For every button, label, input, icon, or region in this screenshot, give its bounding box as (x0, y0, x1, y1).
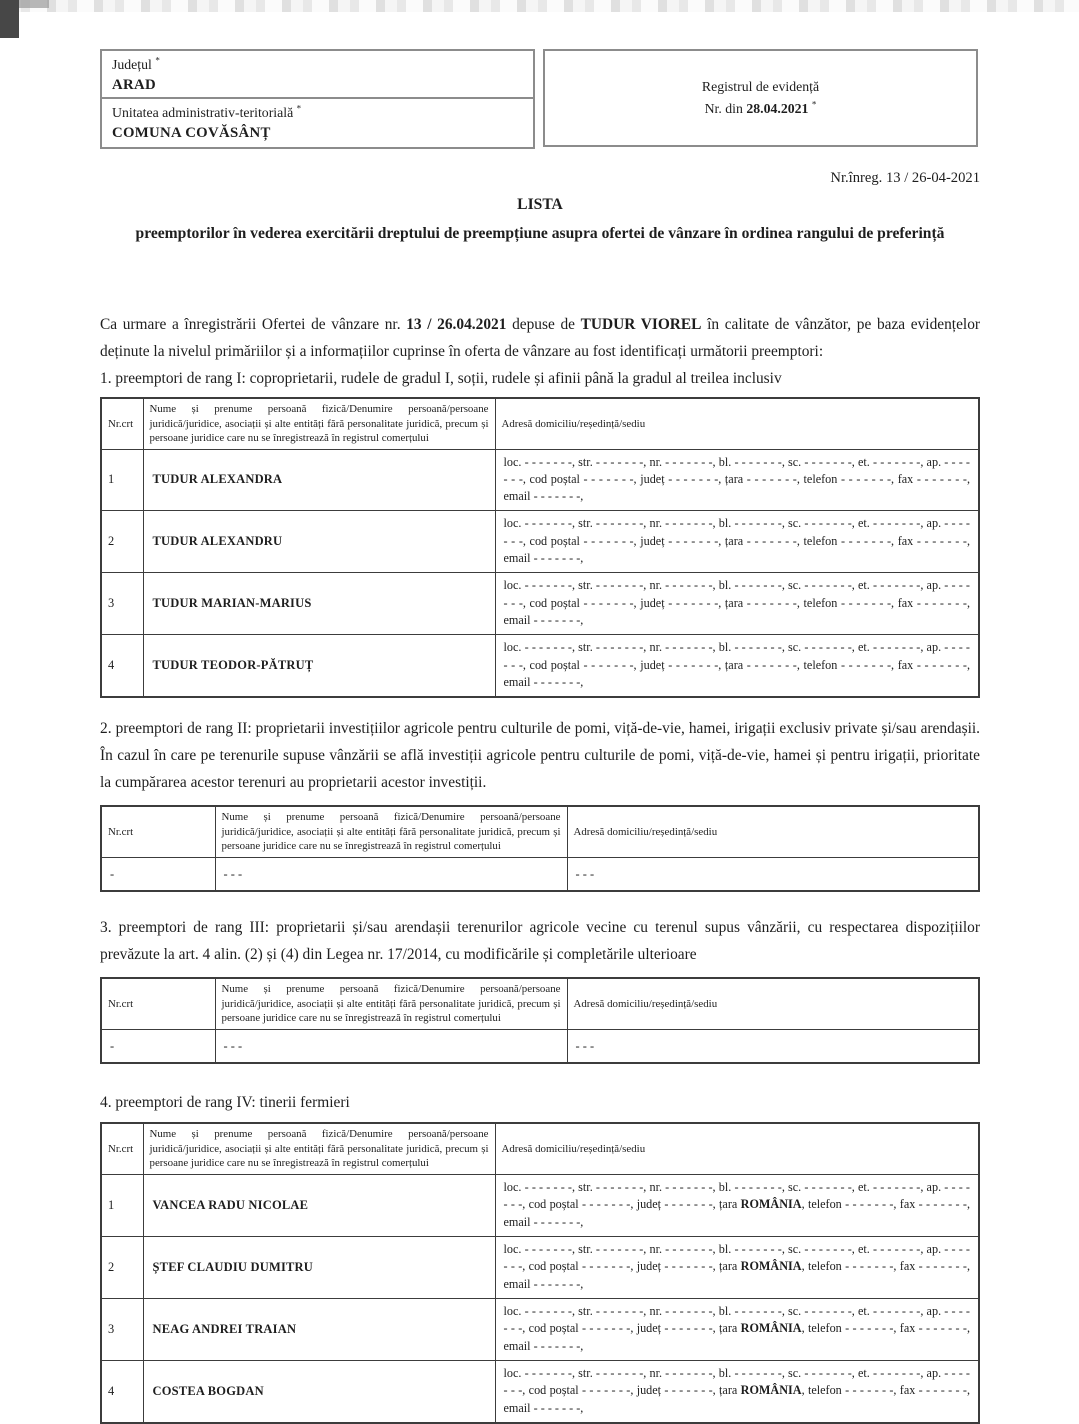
nr-cell: - (101, 1029, 215, 1063)
address-country: ROMÂNIA (740, 1197, 802, 1212)
scan-smudge (0, 0, 19, 38)
uat-label (112, 103, 523, 123)
address-cell (495, 449, 979, 511)
name-cell: TUDUR MARIAN-MARIUS (143, 573, 495, 635)
uat-cell (102, 99, 533, 147)
nr-cell: - (101, 857, 215, 891)
table-row (101, 1236, 979, 1298)
header-address: Adresă domiciliu/reședință/sediu (495, 398, 979, 449)
address-country: - - - - - - - (746, 471, 797, 486)
name-cell: - - - (215, 1029, 567, 1063)
table-header-row (101, 398, 979, 449)
county-label (112, 55, 523, 75)
nr-cell: 3 (101, 1298, 143, 1360)
address-cell (495, 1298, 979, 1360)
intro-text: Ca urmare a înregistrării Ofertei de vânzare nr. (100, 316, 407, 333)
table-row (101, 1298, 979, 1360)
registry-title: Registrul de evidență (701, 78, 820, 94)
registry-number-line (545, 98, 976, 120)
rang1-heading: 1. preemptori de rang I: coproprietarii, rudele de gradul I, soții, rudele și afinii până la gradul al treilea inclusiv (100, 370, 782, 387)
authority-box (100, 49, 535, 149)
header-address: Adresă domiciliu/reședință/sediu (495, 1123, 979, 1174)
table-header-row (101, 1123, 979, 1174)
header-name: Nume și prenume persoană fizică/Denumire persoană/persoane juridică/juridice, asociații și alte entități fără personalitate juridică, precum și persoane juridice care nu se înregistrează în registrul comerțului (215, 806, 567, 857)
table-row (101, 1174, 979, 1236)
name-cell: TUDUR ALEXANDRA (143, 449, 495, 511)
address-text: loc. - - - - - - -, str. - - - - - - -, nr. - - - - - - -, bl. - - - - - - -, sc. - - - - - - -, et. - - - - - - -, ap. - - - - - - -, cod poștal - - - - - - -, județ - - - - - - -, țara (503, 516, 970, 548)
address-country: ROMÂNIA (740, 1383, 802, 1398)
address-text: , telefon - - - - - - -, fax - - - - - - -, email - - - - - - -, (503, 1383, 971, 1415)
scan-smudge (19, 0, 49, 8)
address-text: loc. - - - - - - -, str. - - - - - - -, nr. - - - - - - -, bl. - - - - - - -, sc. - - - - - - -, et. - - - - - - -, ap. - - - - - - -, cod poștal - - - - - - -, județ - - - - - - -, țara (503, 578, 970, 610)
rang3-table (100, 977, 980, 1064)
address-text: , telefon - - - - - - -, fax - - - - - - -, email - - - - - - -, (503, 471, 970, 504)
address-text: loc. - - - - - - -, str. - - - - - - -, nr. - - - - - - -, bl. - - - - - - -, sc. - - - - - - -, et. - - - - - - -, ap. - - - - - - -, cod poștal - - - - - - -, județ - - - - - - -, țara (503, 640, 970, 672)
document-header (100, 0, 980, 149)
document-title: LISTA (517, 196, 563, 213)
address-country: - - - - - - - (746, 595, 797, 610)
uat-star: * (296, 103, 302, 114)
registry-date: 28.04.2021 (746, 101, 809, 116)
name-cell: - - - (215, 857, 567, 891)
intro-paragraph (100, 311, 980, 365)
seller-name: TUDUR VIOREL (580, 316, 702, 333)
rang2-heading: 2. preemptori de rang II: proprietarii investițiilor agricole pentru culturile de pomi, viță-de-vie, hamei, irigații exclusiv private și/sau arendașii. În cazul în care pe terenurile supuse vânzării se află investiții agricole pentru culturile de pomi, viță-de-vie, hamei și pentru irigații, prioritate la cumpărarea acestor terenuri au proprietarii acestor investiții. (100, 720, 980, 792)
offer-number: 13 / 26.04.2021 (406, 316, 507, 333)
address-text: , telefon - - - - - - -, fax - - - - - - -, email - - - - - - -, (503, 533, 970, 566)
document-subtitle: preemptorilor în vederea exercitării dreptului de preempțiune asupra ofertei de vânzare în ordinea rangului de preferință (135, 225, 945, 242)
name-cell: ȘTEF CLAUDIU DUMITRU (143, 1236, 495, 1298)
registration-number-line: Nr.înreg. 13 / 26-04-2021 (830, 170, 980, 186)
rang1-table (100, 397, 980, 698)
address-text: , telefon - - - - - - -, fax - - - - - - -, email - - - - - - -, (503, 1321, 971, 1353)
header-address: Adresă domiciliu/reședință/sediu (567, 978, 979, 1029)
rang4-table (100, 1122, 980, 1423)
table-row (101, 857, 979, 891)
header-name: Nume și prenume persoană fizică/Denumire persoană/persoane juridică/juridice, asociații și alte entități fără personalitate juridică, precum și persoane juridice care nu se înregistrează în registrul comerțului (215, 978, 567, 1029)
address-country: - - - - - - - (746, 533, 797, 548)
header-address: Adresă domiciliu/reședință/sediu (567, 806, 979, 857)
nr-cell: 3 (101, 573, 143, 635)
scan-noise-band (0, 0, 1079, 12)
header-nr: Nr.crt (101, 806, 215, 857)
table-header-row (101, 978, 979, 1029)
address-country: ROMÂNIA (740, 1259, 802, 1274)
address-cell: - - - (567, 1029, 979, 1063)
header-nr: Nr.crt (101, 398, 143, 449)
intro-text: depuse de (506, 316, 581, 333)
address-cell: - - - (567, 857, 979, 891)
rang4-heading: 4. preemptori de rang IV: tinerii fermieri (100, 1094, 350, 1112)
header-name: Nume și prenume persoană fizică/Denumire persoană/persoane juridică/juridice, asociații și alte entități fără personalitate juridică, precum și persoane juridice care nu se înregistrează în registrul comerțului (143, 398, 495, 449)
header-name: Nume și prenume persoană fizică/Denumire persoană/persoane juridică/juridice, asociații și alte entități fără personalitate juridică, precum și persoane juridice care nu se înregistrează în registrul comerțului (143, 1123, 495, 1174)
rang2-table (100, 805, 980, 892)
name-cell: NEAG ANDREI TRAIAN (143, 1298, 495, 1360)
name-cell: VANCEA RADU NICOLAE (143, 1174, 495, 1236)
county-value: ARAD (112, 77, 156, 93)
address-text: loc. - - - - - - -, str. - - - - - - -, nr. - - - - - - -, bl. - - - - - - -, sc. - - - - - - -, et. - - - - - - -, ap. - - - - - - -, cod poștal - - - - - - -, județ - - - - - - -, țara (503, 1303, 970, 1336)
registry-star: * (811, 99, 817, 110)
county-cell (102, 51, 533, 99)
registry-prefix: Nr. din (704, 101, 747, 116)
address-text: , telefon - - - - - - -, fax - - - - - - -, email - - - - - - -, (503, 657, 970, 690)
intro-text: în calitate de vânzător, pe baza evidențelor deținute la nivelul primăriilor și a informațiilor cuprinse în oferta de vânzare au fost identificați următorii preemptori: (100, 316, 981, 360)
address-cell (495, 1174, 979, 1236)
address-country: ROMÂNIA (740, 1321, 802, 1336)
county-star: * (155, 55, 160, 66)
address-text: loc. - - - - - - -, str. - - - - - - -, nr. - - - - - - -, bl. - - - - - - -, sc. - - - - - - -, et. - - - - - - -, ap. - - - - - - -, cod poștal - - - - - - -, județ - - - - - - -, țara (503, 1179, 970, 1212)
address-text: loc. - - - - - - -, str. - - - - - - -, nr. - - - - - - -, bl. - - - - - - -, sc. - - - - - - -, et. - - - - - - -, ap. - - - - - - -, cod poștal - - - - - - -, județ - - - - - - -, țara (503, 454, 970, 486)
table-row (101, 1360, 979, 1422)
table-row (101, 449, 979, 511)
registry-box (543, 49, 978, 147)
name-cell: TUDUR TEODOR-PĂTRUȚ (143, 635, 495, 697)
address-text: , telefon - - - - - - -, fax - - - - - - -, email - - - - - - -, (503, 1259, 971, 1291)
address-text: , telefon - - - - - - -, fax - - - - - - -, email - - - - - - -, (503, 595, 970, 628)
header-nr: Nr.crt (101, 978, 215, 1029)
rang3-heading: 3. preemptori de rang III: proprietarii și/sau arendașii terenurilor agricole vecine cu terenul supus vânzării, cu respectarea dispozițiilor prevăzute la art. 4 alin. (2) și (4) din Legea nr. 17/2014, cu modificările și completările ulterioare (100, 919, 980, 964)
address-cell (495, 1360, 979, 1422)
uat-value: COMUNA COVĂSÂNȚ (112, 125, 271, 141)
nr-cell: 4 (101, 635, 143, 697)
nr-cell: 2 (101, 1236, 143, 1298)
table-row (101, 635, 979, 697)
nr-cell: 1 (101, 1174, 143, 1236)
nr-cell: 4 (101, 1360, 143, 1422)
address-cell (495, 635, 979, 697)
county-label-text: Județul (112, 57, 152, 72)
table-row (101, 511, 979, 573)
nr-cell: 1 (101, 449, 143, 511)
address-text: loc. - - - - - - -, str. - - - - - - -, nr. - - - - - - -, bl. - - - - - - -, sc. - - - - - - -, et. - - - - - - -, ap. - - - - - - -, cod poștal - - - - - - -, județ - - - - - - -, țara (503, 1365, 970, 1398)
address-cell (495, 573, 979, 635)
table-row (101, 1029, 979, 1063)
name-cell: TUDUR ALEXANDRU (143, 511, 495, 573)
uat-label-text: Unitatea administrativ-teritorială (112, 105, 294, 120)
address-cell (495, 511, 979, 573)
nr-cell: 2 (101, 511, 143, 573)
address-text: loc. - - - - - - -, str. - - - - - - -, nr. - - - - - - -, bl. - - - - - - -, sc. - - - - - - -, et. - - - - - - -, ap. - - - - - - -, cod poștal - - - - - - -, județ - - - - - - -, țara (503, 1241, 970, 1274)
table-row (101, 573, 979, 635)
table-header-row (101, 806, 979, 857)
name-cell: COSTEA BOGDAN (143, 1360, 495, 1422)
address-country: - - - - - - - (746, 657, 797, 672)
header-nr: Nr.crt (101, 1123, 143, 1174)
address-cell (495, 1236, 979, 1298)
address-text: , telefon - - - - - - -, fax - - - - - - -, email - - - - - - -, (503, 1197, 971, 1229)
